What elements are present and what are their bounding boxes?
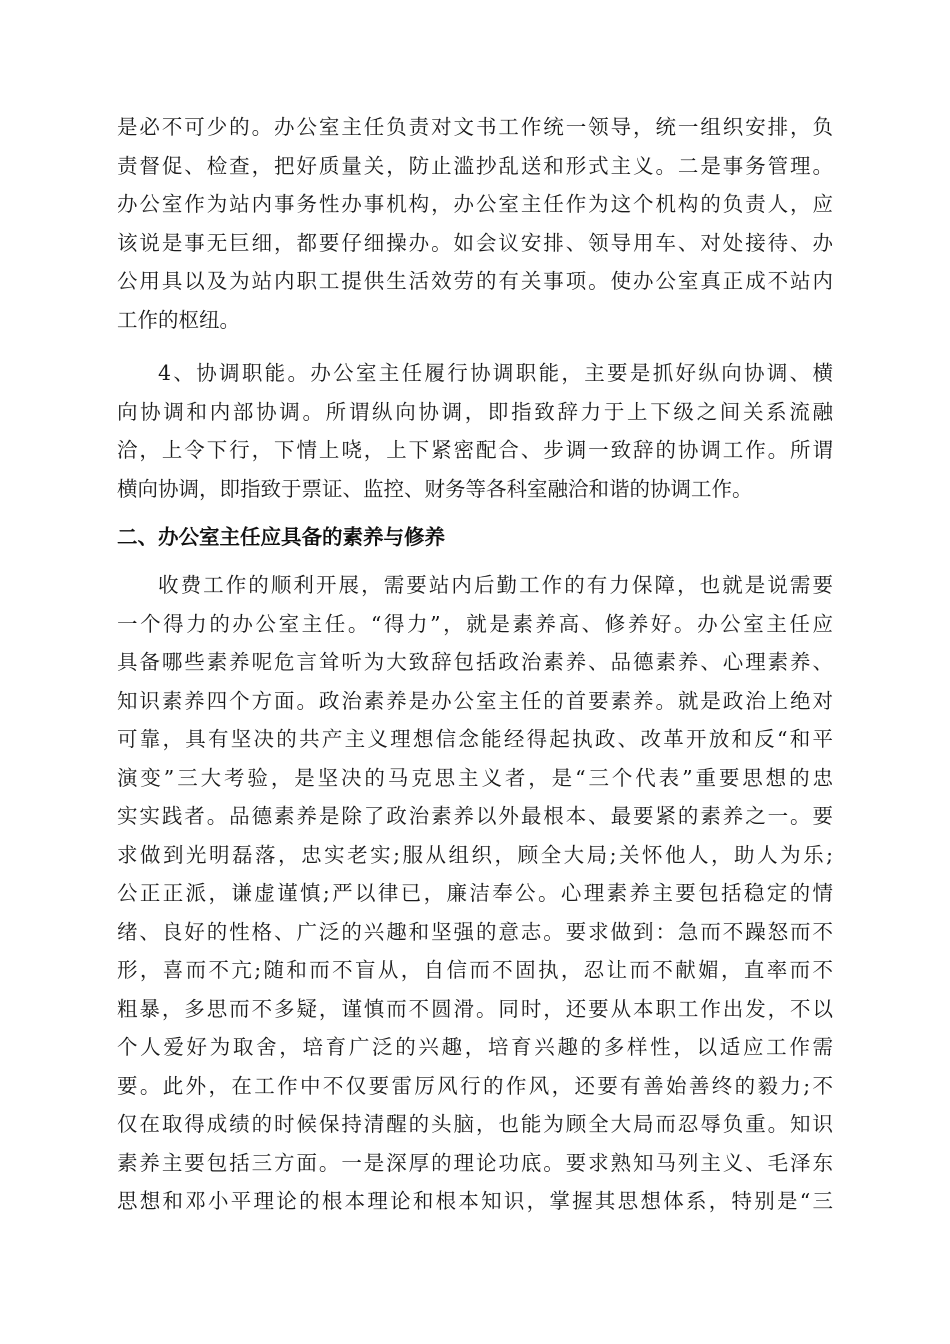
- paragraph-spacer: [117, 339, 833, 354]
- paragraph-line: 公用具以及为站内职工提供生活效劳的有关事项。使办公室真正成不站内: [117, 269, 833, 293]
- paragraph-line: 办公室作为站内事务性办事机构，办公室主任作为这个机构的负责人，应: [117, 192, 833, 216]
- paragraph-document-management: [117, 108, 833, 339]
- paragraph-line: 具备哪些素养呢危言耸听为大致辞包括政治素养、品德素养、心理素养、: [117, 650, 833, 674]
- paragraph-line: 求做到光明磊落，忠实老实;服从组织，顾全大局;关怀他人，助人为乐;: [117, 842, 833, 867]
- paragraph-line: 绪、良好的性格、广泛的兴趣和坚强的意志。要求做到：急而不躁怒而不: [117, 919, 833, 944]
- paragraph-line: 是必不可少的。办公室主任负责对文书工作统一领导，统一组织安排，负: [117, 115, 833, 139]
- section-heading: 二、办公室主任应具备的素养与修养: [117, 525, 445, 549]
- paragraph-line: 思想和邓小平理论的根本理论和根本知识，掌握其思想体系，特别是“三: [117, 1189, 833, 1213]
- paragraph-line: 仅在取得成绩的时候保持清醒的头脑，也能为顾全大局而忍辱负重。知识: [117, 1112, 833, 1136]
- paragraph-line: 工作的枢纽。: [117, 307, 240, 332]
- paragraph-line: 要。此外，在工作中不仅要雷厉风行的作风，还要有善始善终的毅力;不: [117, 1073, 833, 1098]
- document-body: [117, 108, 833, 1221]
- paragraph-coordination-function: [117, 354, 833, 508]
- paragraph-line: 洽，上令下行，下情上哓，上下紧密配合、步调一致辞的协调工作。所谓: [117, 438, 833, 462]
- paragraph-line: 粗暴，多思而不多疑，谨慎而不圆滑。同时，还要从本职工作出发，不以: [117, 996, 833, 1021]
- paragraph-line: 可靠，具有坚决的共产主义理想信念能经得起执政、改革开放和反“和平: [117, 727, 833, 751]
- paragraph-line: 形，喜而不亢;随和而不盲从，自信而不固执，忍让而不献媚，直率而不: [117, 958, 833, 982]
- paragraph-line: 知识素养四个方面。政治素养是办公室主任的首要素养。就是政治上绝对: [117, 688, 833, 713]
- paragraph-line: 该说是事无巨细，都要仔细操办。如会议安排、领导用车、对处接待、办: [117, 230, 833, 255]
- paragraph-line: 责督促、检查，把好质量关，防止滥抄乱送和形式主义。二是事务管理。: [117, 153, 833, 178]
- paragraph-line: 一个得力的办公室主任。“得力”，就是素养高、修养好。办公室主任应: [117, 611, 833, 636]
- paragraph-line: 4、协调职能。办公室主任履行协调职能，主要是抓好纵向协调、横: [158, 361, 833, 385]
- paragraph-qualities: [117, 566, 833, 1221]
- paragraph-line: 收费工作的顺利开展，需要站内后勤工作的有力保障，也就是说需要: [158, 573, 833, 597]
- paragraph-line: 实实践者。品德素养是除了政治素养以外最根本、最要紧的素养之一。要: [117, 804, 833, 828]
- paragraph-spacer: [117, 508, 833, 517]
- paragraph-line: 演变”三大考验，是坚决的马克思主义者，是“三个代表”重要思想的忠: [117, 765, 833, 790]
- paragraph-spacer: [117, 557, 833, 566]
- paragraph-line: 公正正派，谦虚谨慎;严以律已，廉洁奉公。心理素养主要包括稳定的情: [117, 881, 833, 905]
- paragraph-line: 个人爱好为取舍，培育广泛的兴趣，培育兴趣的多样性，以适应工作需: [117, 1035, 833, 1059]
- paragraph-line: 素养主要包括三方面。一是深厚的理论功底。要求熟知马列主义、毛泽东: [117, 1150, 833, 1175]
- paragraph-line: 向协调和内部协调。所谓纵向协调，即指致辞力于上下级之间关系流融: [117, 399, 833, 424]
- paragraph-line: 横向协调，即指致于票证、监控、财务等各科室融洽和谐的协调工作。: [117, 476, 753, 501]
